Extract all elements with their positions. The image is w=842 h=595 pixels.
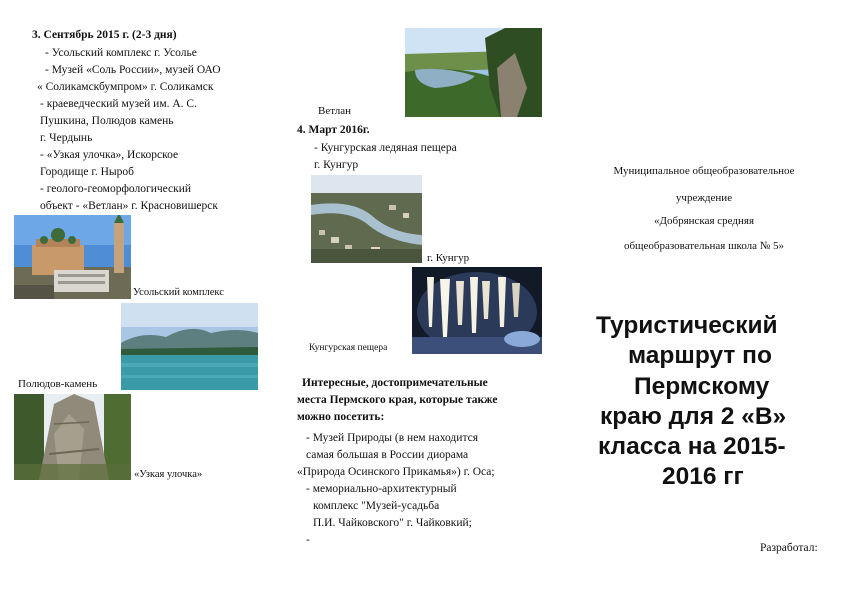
school-org-line: общеобразовательная школа № 5» <box>623 240 785 252</box>
interest-heading-line: Интересные, достопримечательные <box>302 377 488 389</box>
narrow-street-photo <box>14 394 131 480</box>
interest-heading-line: места Пермского края, которые также <box>297 394 498 406</box>
ice-cave-caption: Кунгурская пещера <box>309 343 388 353</box>
school-org-line: «Добрянская средняя <box>653 215 755 227</box>
usolye-caption: Усольский комплекс <box>133 287 224 298</box>
attraction-line: П.И. Чайковского" г. Чайковкий; <box>313 517 472 529</box>
attraction-line: комплекс "Музей-усадьба <box>313 500 440 512</box>
brochure-title-line: 2016 гг <box>662 463 744 490</box>
developed-by-label: Разработал: <box>760 542 818 554</box>
route-line: - краеведческий музей им. А. С. <box>40 98 197 110</box>
route-line: « Соликамскбумпром» г. Соликамск <box>37 81 214 93</box>
brochure-title-line: класса на 2015- <box>598 433 786 460</box>
route-line: Городище г. Ныроб <box>40 166 134 178</box>
route-line: - «Узкая улочка», Искорское <box>40 149 179 161</box>
route-line: объект - «Ветлан» г. Красновишерск <box>40 200 218 212</box>
ice-cave-photo <box>412 267 542 354</box>
attraction-line: «Природа Осинского Прикамья») г. Оса; <box>297 466 495 478</box>
usolye-complex-photo <box>14 215 131 299</box>
school-org-line: учреждение <box>675 192 733 204</box>
brochure-title-line: краю для 2 «В» <box>600 403 787 430</box>
brochure-title-line: маршрут по <box>628 342 772 369</box>
polyudov-lake-photo <box>121 303 258 390</box>
route-line: Пушкина, Полюдов камень <box>40 115 174 127</box>
attraction-line: - Музей Природы (в нем находится <box>306 432 479 444</box>
route-line: г. Чердынь <box>40 132 93 144</box>
interest-heading-line: можно посетить: <box>297 411 385 423</box>
polyudov-caption: Полюдов-камень <box>18 378 98 390</box>
route-line: - Музей «Соль России», музей ОАО <box>45 64 221 76</box>
attraction-line: - <box>306 534 310 546</box>
route-line: г. Кунгур <box>314 159 359 171</box>
attraction-line: - мемориально-архитектурный <box>306 483 457 495</box>
route-line: - геолого-геоморфологический <box>40 183 192 195</box>
brochure-title-line: Туристический <box>596 312 778 339</box>
vetlan-caption: Ветлан <box>318 105 352 117</box>
route-line: - Кунгурская ледяная пещера <box>314 142 457 154</box>
narrow-street-caption: «Узкая улочка» <box>134 469 203 480</box>
kungur-caption: г. Кунгур <box>427 252 470 264</box>
brochure-title-line: Пермскому <box>634 373 770 400</box>
section-4-heading: 4. Март 2016г. <box>297 124 370 136</box>
kungur-city-photo <box>311 175 422 263</box>
vetlan-photo <box>405 28 542 117</box>
attraction-line: самая большая в России диорама <box>306 449 469 461</box>
section-3-heading: 3. Сентябрь 2015 г. (2-3 дня) <box>32 29 177 41</box>
school-org-line: Муниципальное общеобразовательное <box>613 165 795 177</box>
route-line: - Усольский комплекс г. Усолье <box>45 47 197 59</box>
